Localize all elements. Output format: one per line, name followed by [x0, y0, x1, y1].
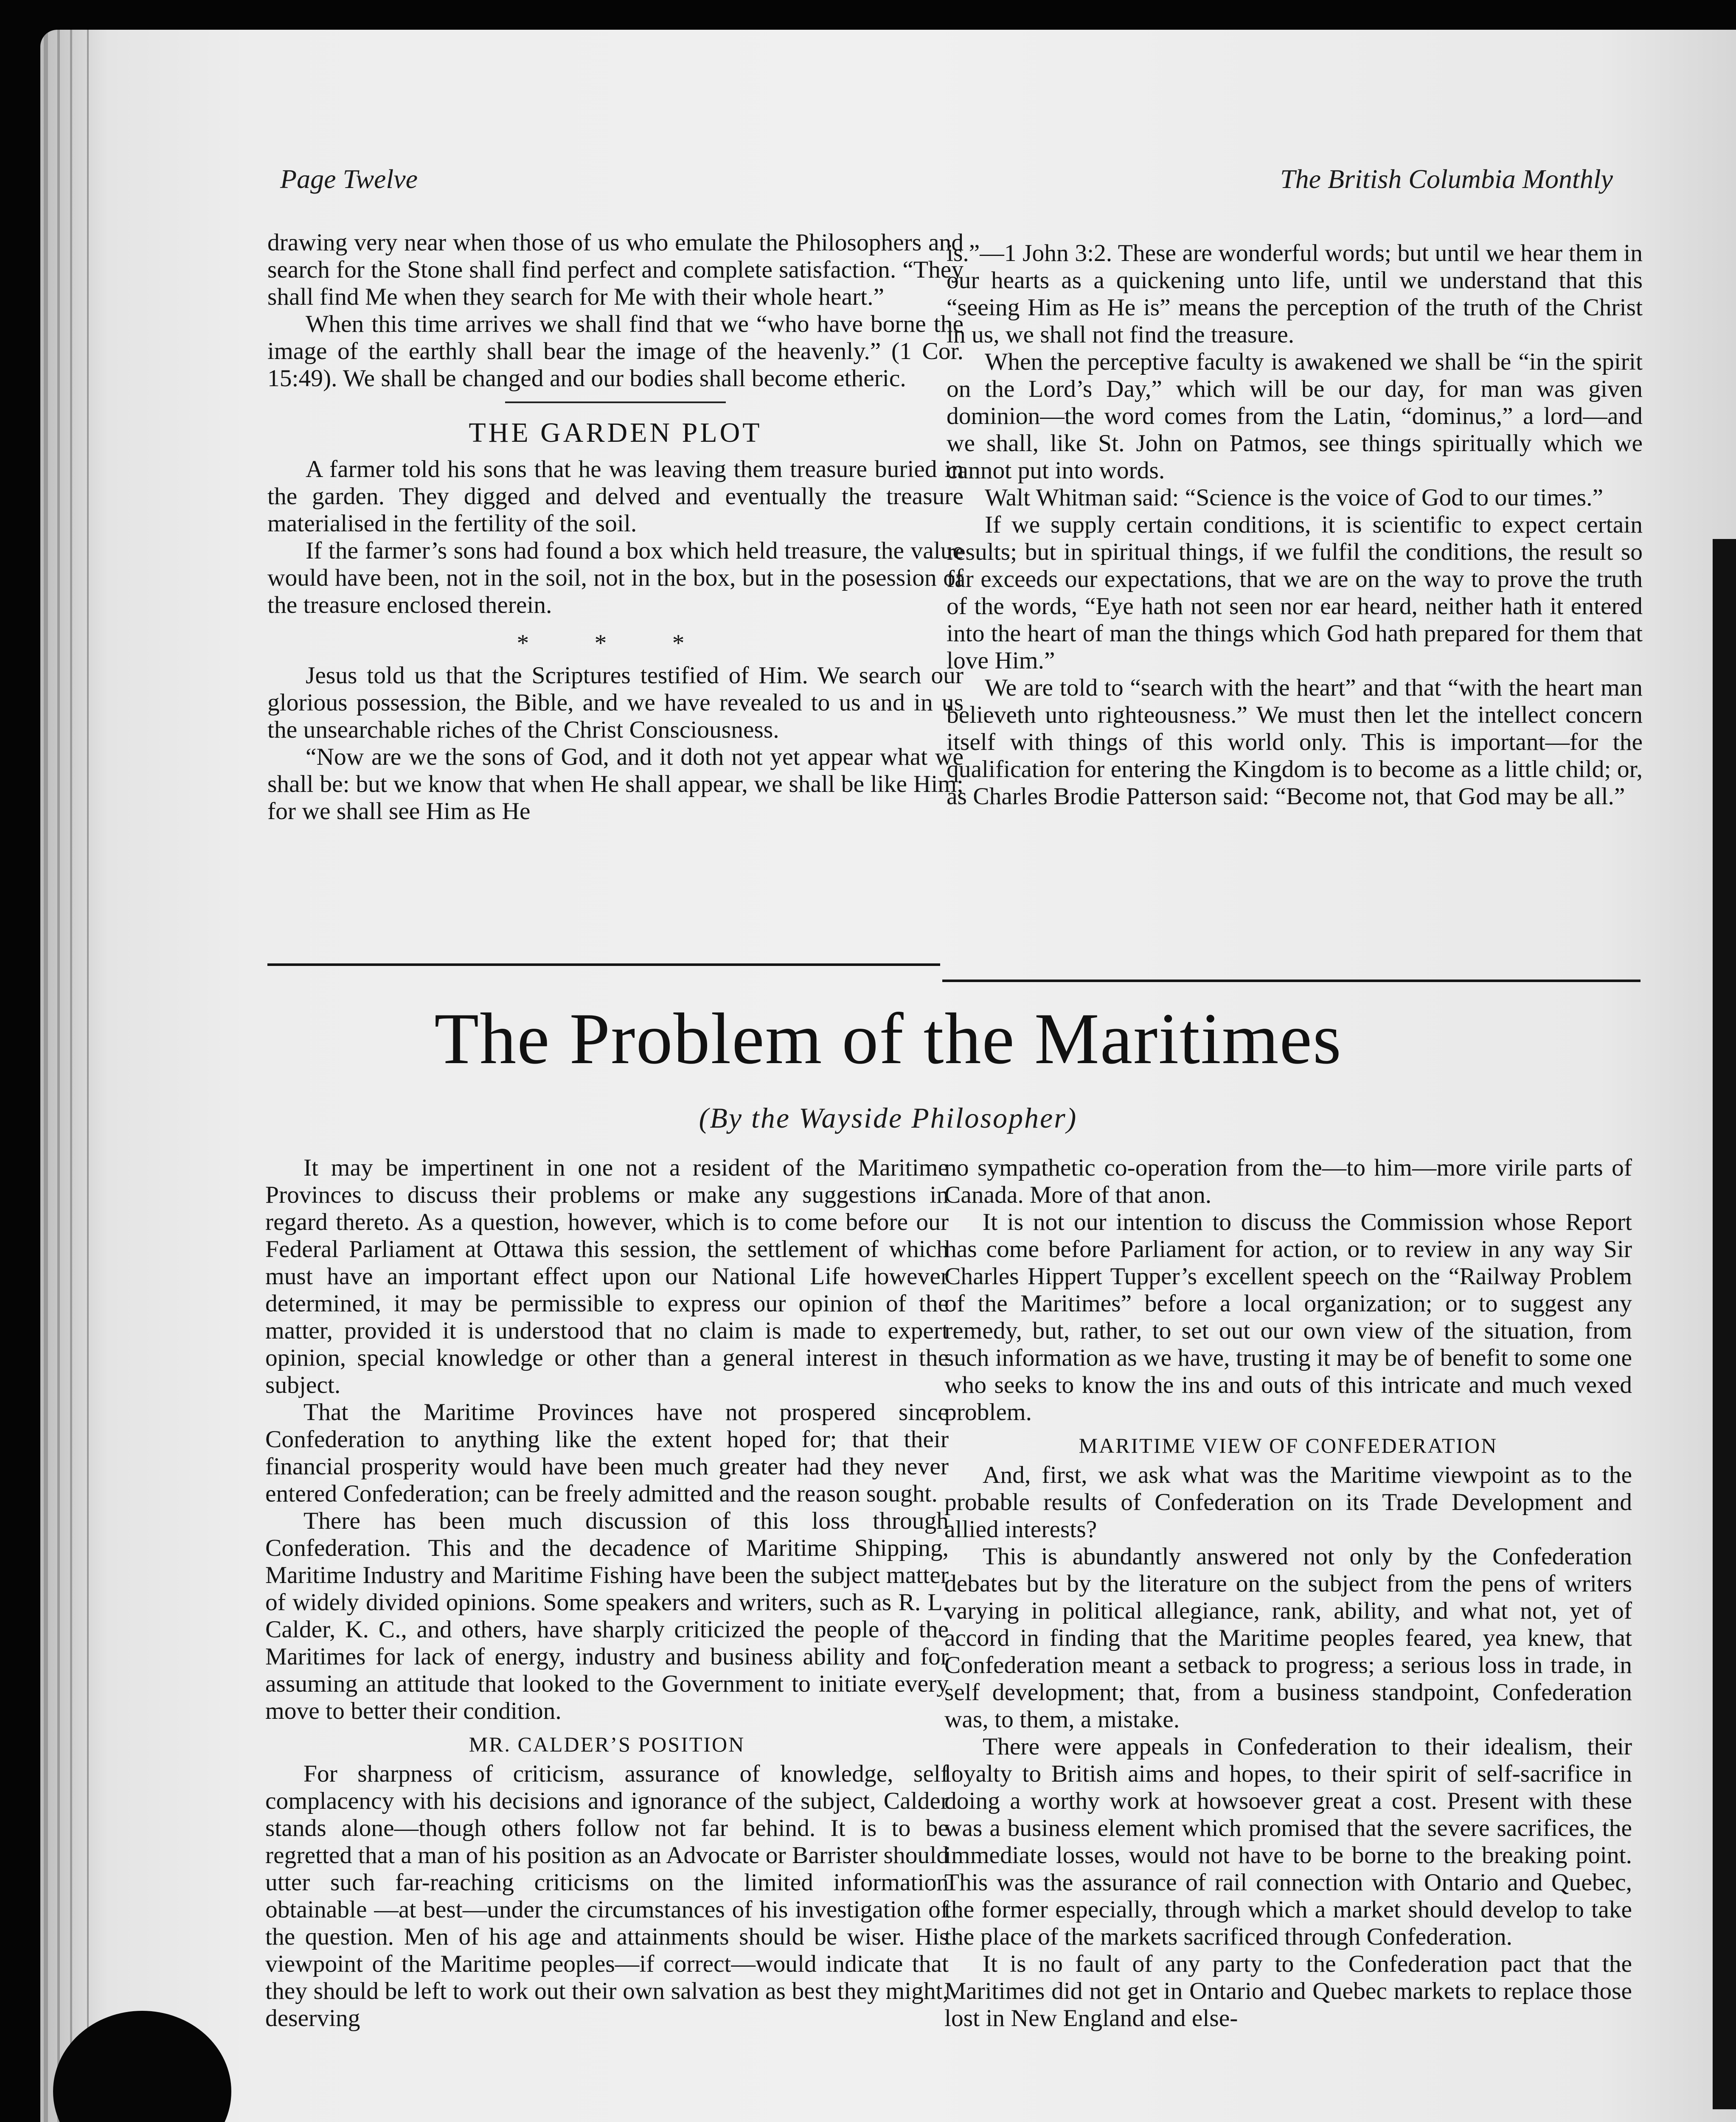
- column-rule-right: [942, 980, 1640, 982]
- paragraph: is.”—1 John 3:2. These are wonderful words; but until we hear them in our hearts as a quickening unto life, until we understand that this “seeing Him as He is” means the perception of the truth of the Christ in us, we shall not find the treasure.: [947, 240, 1643, 348]
- upper-right-column: [947, 240, 1643, 810]
- lower-right-column: [944, 1154, 1632, 2032]
- paragraph: drawing very near when those of us who emulate the Philosophers and search for the Stone shall find perfect and complete satisfaction. “They shall find Me when they search for Me with their whole heart.”: [267, 229, 964, 310]
- paragraph: It may be impertinent in one not a resident of the Maritime Provinces to discuss their problems or make any suggestions in regard thereto. As a question, however, which is to come before our Federal Parliament at Ottawa this session, the settlement of which must have an important effect upon our National Life however determined, it may be permissible to express our opinion of the matter, provided it is understood that no claim is made to expert opinion, special knowledge or other than a general interest in the subject.: [265, 1154, 949, 1398]
- paragraph: When this time arrives we shall find that we “who have borne the image of the earthly shall bear the image of the heavenly.” (1 Cor. 15:49). We shall be changed and our bodies shall become etheric.: [267, 311, 964, 392]
- magazine-page: [40, 30, 1736, 2122]
- paragraph: For sharpness of criticism, assurance of knowledge, self complacency with his decisions and ignorance of the subject, Calder stands alone—though others follow not far behind. It is to be regretted that a man of his position as an Advocate or Barrister should utter such far-reaching criticisms on the limited information obtainable —at best—under the circumstances of his investigation of the question. Men of his age and attainments should be wiser. His viewpoint of the Maritime peoples—if correct—would indicate that they should be left to work out their own salvation as best they might, deserving: [265, 1760, 949, 2032]
- paragraph: This is abundantly answered not only by the Confederation debates but by the literature on the subject from the pens of writers varying in political allegiance, rank, ability, and what not, yet of accord in finding that the Maritime peoples feared, yea knew, that Confederation meant a setback to progress; a serious loss in trade, in self development; that, from a business standpoint, Confederation was, to them, a mistake.: [944, 1543, 1632, 1733]
- section-divider: [505, 401, 726, 403]
- paragraph: “Now are we the sons of God, and it doth not yet appear what we shall be: but we know that when He shall appear, we shall be like Him; for we shall see Him as He: [267, 744, 964, 825]
- section-break-stars: * * *: [517, 630, 714, 657]
- paragraph: It is not our intention to discuss the Commission whose Report has come before Parliament for action, or to review in any way Sir Charles Hippert Tupper’s excellent speech on the “Railway Problem of the Maritimes” before a local organization; or to suggest any remedy, but, rather, to set out our own view of the situation, from such information as we have, trusting it may be of benefit to some one who seeks to know the ins and outs of this intricate and much vexed problem.: [944, 1209, 1632, 1426]
- paragraph: We are told to “search with the heart” and that “with the heart man believeth unto righteousness.” We must then let the intellect concern itself with things of this world only. This is important—for the qualification for entering the Kingdom is to become as a little child; or, as Charles Brodie Patterson said: “Become not, that God may be all.”: [947, 674, 1643, 810]
- upper-left-column: [267, 229, 964, 825]
- subhead: MR. CALDER’S POSITION: [469, 1732, 745, 1756]
- subhead: MARITIME VIEW OF CONFEDERATION: [1079, 1434, 1498, 1457]
- scan-shadow: [53, 2011, 231, 2122]
- paragraph: Jesus told us that the Scriptures testified of Him. We search our glorious possession, the Bible, and we have revealed to us and in us the unsearchable riches of the Christ Consciousness.: [267, 662, 964, 743]
- paragraph: If the farmer’s sons had found a box which held treasure, the value would have been, not in the soil, not in the box, but in the posession of the treasure enclosed therein.: [267, 537, 964, 618]
- paragraph: When the perceptive faculty is awakened we shall be “in the spirit on the Lord’s Day,” which will be our day, for man was given dominion—the word comes from the Latin, “dominus,” a lord—and we shall, like St. John on Patmos, see things spiritually which we cannot put into words.: [947, 348, 1643, 484]
- page-number-header: Page Twelve: [280, 164, 418, 194]
- paragraph: There has been much discussion of this loss through Confederation. This and the decadence of Maritime Shipping, Maritime Industry and Maritime Fishing have been the subject matter of widely divided opinions. Some speakers and writers, such as R. L. Calder, K. C., and others, have sharply criticized the people of the Maritimes for lack of energy, industry and business ability and for assuming an attitude that looked to the Government to initiate every move to better their condition.: [265, 1507, 949, 1724]
- paragraph: no sympathetic co-operation from the—to him—more virile parts of Canada. More of that anon.: [944, 1154, 1632, 1208]
- binding-tab: [1713, 539, 1736, 2109]
- paragraph: And, first, we ask what was the Maritime viewpoint as to the probable results of Confederation on its Trade Development and allied interests?: [944, 1462, 1632, 1543]
- paragraph: There were appeals in Confederation to their idealism, their loyalty to British aims and hopes, to their spirit of self-sacrifice in doing a worthy work at howsoever great a cost. Present with these was a business element which promised that the severe sacrifices, the immediate losses, would not have to be borne to the breaking point. This was the assurance of rail connection with Ontario and Quebec, the former especially, through which a market should develop to take the place of the markets sacrificed through Confederation.: [944, 1733, 1632, 1950]
- paragraph: Walt Whitman said: “Science is the voice of God to our times.”: [985, 484, 1603, 511]
- column-rule-left: [267, 963, 940, 966]
- paragraph: If we supply certain conditions, it is scientific to expect certain results; but in spiritual things, if we fulfil the conditions, the result so far exceeds our expectations, that we are on the way to prove the truth of the words, “Eye hath not seen nor ear heard, neither hath it entered into the heart of man the things which God hath prepared for them that love Him.”: [947, 511, 1643, 674]
- publication-header: The British Columbia Monthly: [1280, 164, 1613, 194]
- paragraph: It is no fault of any party to the Confederation pact that the Maritimes did not get in Ontario and Quebec markets to replace those lost in New England and else-: [944, 1951, 1632, 2032]
- paragraph: That the Maritime Provinces have not prospered since Confederation to anything like the extent hoped for; that their financial prosperity would have been much greater had they never entered Confederation; can be freely admitted and the reason sought.: [265, 1399, 949, 1507]
- article-title: The Problem of the Maritimes: [434, 999, 1342, 1079]
- paragraph: A farmer told his sons that he was leaving them treasure buried in the garden. They digged and delved and eventually the treasure materialised in the fertility of the soil.: [267, 456, 964, 537]
- lower-left-column: [265, 1154, 949, 2032]
- section-title: THE GARDEN PLOT: [469, 417, 762, 448]
- article-byline: (By the Wayside Philosopher): [699, 1102, 1078, 1134]
